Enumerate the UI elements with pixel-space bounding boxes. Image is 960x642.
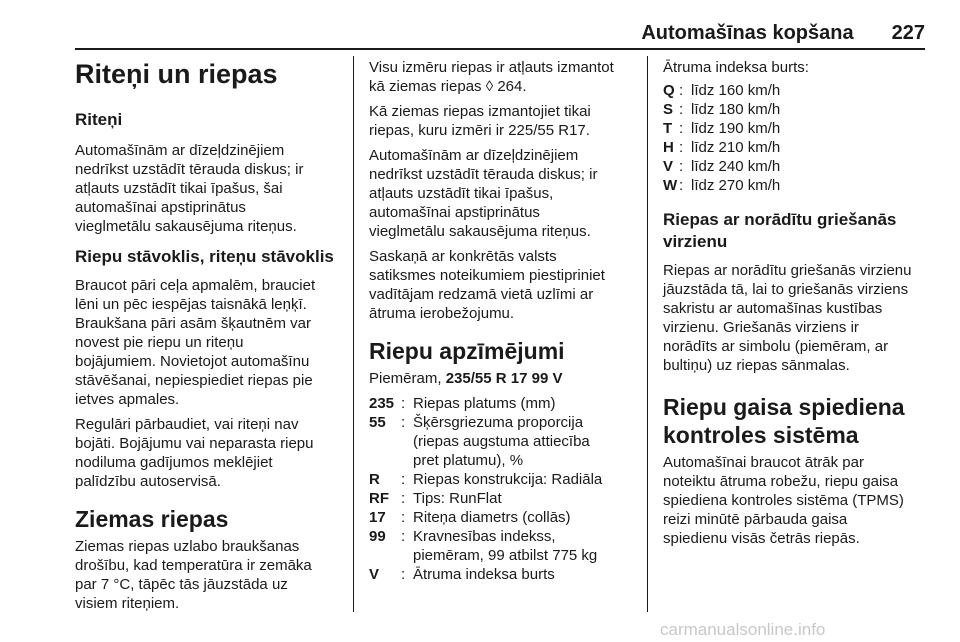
speed-index-row [663,138,780,157]
text-line: automašīnai apstiprinātus [369,204,540,221]
marking-row [369,565,602,584]
separator: : [401,528,406,545]
page-header [0,22,925,45]
example-value: 235/55 R 17 99 V [445,370,563,387]
page-number: 227 [891,22,925,44]
term: 55 [369,414,386,431]
heading-wheels: Riteņi [75,110,123,129]
text-line: sakristu ar automašīnas kustības [663,300,883,317]
separator: : [679,177,684,194]
text-line: Riepas ar norādītu griešanās [663,210,897,229]
term: V [663,158,674,175]
heading-tpms [663,393,931,449]
text-line: nedrīkst uzstādīt tērauda diskus; ir [75,161,304,178]
speed-index-list [663,81,780,195]
text-line: Riepu gaisa spiediena [663,394,905,420]
text-line: bojājumiem. Novietojot automašīnu [75,353,310,370]
text-line: atļauts uzstādīt tikai īpašus, [369,185,554,202]
marking-row [369,489,602,508]
term: 17 [369,509,386,526]
text-line: vadītājam redzamā vietā uzlīmi ar [369,286,594,303]
header-rule [75,48,925,50]
separator: : [401,509,406,526]
speed-index-row [663,157,780,176]
term: V [369,566,380,583]
definition: Tips: RunFlat [413,490,502,507]
paragraph-speed-sticker [369,247,637,323]
header-title: Automašīnas kopšana [641,22,854,44]
term: R [369,471,380,488]
heading-tire-condition: Riepu stāvoklis, riteņu stāvoklis [75,247,334,266]
text-line: kontroles sistēma [663,422,859,448]
text-line: vieglmetālu sakausējuma riteņus. [75,218,297,235]
separator: : [679,139,684,156]
term: RF [369,490,389,507]
text-line: Braukšana pāri asām šķautnēm var [75,315,311,332]
text-line: par 7 °C, tāpēc tās jāuzstāda uz [75,576,288,593]
text-line: nedrīkst uzstādīt tērauda diskus; ir [369,166,598,183]
text-line: spiedienu visās četrās riepās. [663,530,860,547]
text-line: satiksmes noteikumiem piestipriniet [369,267,605,284]
text-line: virzienu [663,232,728,251]
paragraph-diesel [369,146,637,241]
example-line: Piemēram, 235/55 R 17 99 V [369,370,563,387]
text-line: bultiņu) uz riepas sānmalas. [663,357,850,374]
text-line: Regulāri pārbaudiet, vai riteņi nav [75,416,299,433]
definition: Kravnesības indekss, piemēram, 99 atbilst 775 kg [413,528,598,564]
paragraph-winter-tires [75,537,343,613]
marking-row [369,527,602,565]
text-line: vieglmetālu sakausējuma riteņus. [369,223,591,240]
heading-directional-tires [663,209,931,253]
text-line: Automašīnām ar dīzeļdzinējiem [75,142,285,159]
text-line: Riepas ar norādītu griešanās virzienu [663,262,912,279]
text-line: novest pie riepu un riteņu [75,334,244,351]
separator: : [401,395,406,412]
text-line: visiem riteņiem. [75,595,180,612]
text-line: palīdzību autoservisā. [75,473,221,490]
text-line: riepas, kuru izmēri ir 225/55 R17. [369,122,590,139]
column-1 [75,58,343,613]
speed-index-intro: Ātruma indeksa burts: [663,59,809,76]
text-line: virzienu. Griešanās virziens ir [663,319,859,336]
column-divider-1 [353,56,354,612]
text-line: drošību, kad temperatūra ir zemāka [75,557,312,574]
paragraph-all-sizes: Visu izmēru riepas ir atļauts izmantot kā ziemas riepas ◊ 264. [369,59,614,95]
column-divider-2 [647,56,648,612]
term: W [663,177,678,194]
marking-row [369,470,602,489]
separator: : [679,101,684,118]
section-title-wheels-tires: Riteņi un riepas [75,59,278,89]
text-line: atļauts uzstādīt tikai īpašus, šai [75,180,283,197]
paragraph-use-tires [369,102,637,140]
markings-list [369,394,602,584]
paragraph-tpms [663,453,931,548]
definition: Ātruma indeksa burts [413,566,555,583]
term: 99 [369,528,386,545]
term: Q [663,82,675,99]
text-line: bojāti. Bojājumu vai neparasta riepu [75,435,314,452]
separator: : [679,82,684,99]
column-2 [369,58,637,584]
definition: līdz 180 km/h [691,101,781,118]
text-line: Automašīnām ar dīzeļdzinējiem [369,147,579,164]
speed-index-row [663,119,780,138]
text-line: Ziemas riepas uzlabo braukšanas [75,538,300,555]
marking-row [369,508,602,527]
text-line: automašīnai apstiprinātus [75,199,246,216]
column-3 [663,58,931,548]
text-line: ietves apmales. [75,391,180,408]
separator: : [401,490,406,507]
separator: : [679,120,684,137]
text-line: ātruma ierobežojumu. [369,305,515,322]
separator: : [401,414,406,431]
text-line: stāvēšanai, nepiespiediet riepas pie [75,372,313,389]
text-line: nodiluma gadījumos meklējiet [75,454,273,471]
term: 235 [369,395,395,412]
text-line: Saskaņā ar konkrētās valsts [369,248,557,265]
definition: Riteņa diametrs (collās) [413,509,571,526]
paragraph-check-wheels [75,415,343,491]
paragraph-wheels [75,141,343,236]
paragraph-tire-condition [75,276,343,409]
text-line: spiediena kontroles sistēma (TPMS) [663,492,904,509]
text-line: jāuzstāda tā, lai to griešanās virziens [663,281,909,298]
separator: : [401,566,406,583]
heading-winter-tires: Ziemas riepas [75,506,229,532]
definition: līdz 240 km/h [691,158,781,175]
definition: Riepas platums (mm) [413,395,556,412]
text-line: reizi minūtē pārbauda gaisa [663,511,848,528]
text-line: Automašīnai braucot ātrāk par [663,454,864,471]
reference-arrow-icon: ◊ [485,78,494,95]
paragraph-directional-tires [663,261,931,375]
definition: Šķērsgriezuma proporcija (riepas augstuma attiecība pret platumu), % [413,414,590,469]
speed-index-row [663,176,780,195]
text-line: noteiktu ātruma robežu, riepu gaisa [663,473,899,490]
term: H [663,139,674,156]
definition: Riepas konstrukcija: Radiāla [413,471,603,488]
speed-index-row [663,81,780,100]
definition: līdz 210 km/h [691,139,781,156]
text-line: norādīts ar simbolu (piemēram, ar [663,338,889,355]
separator: : [401,471,406,488]
speed-index-row [663,100,780,119]
watermark: carmanualsonline.info [660,620,826,639]
text-line: Kā ziemas riepas izmantojiet tikai [369,103,591,120]
term: S [663,101,674,118]
text-line: Braucot pāri ceļa apmalēm, brauciet [75,277,316,294]
definition: līdz 190 km/h [691,120,781,137]
marking-row [369,413,602,470]
heading-tire-markings: Riepu apzīmējumi [369,338,565,364]
definition: līdz 160 km/h [691,82,781,99]
marking-row [369,394,602,413]
definition: līdz 270 km/h [691,177,781,194]
text-line: lēni un pēc iespējas taisnākā leņķī. [75,296,307,313]
term: T [663,120,673,137]
separator: : [679,158,684,175]
